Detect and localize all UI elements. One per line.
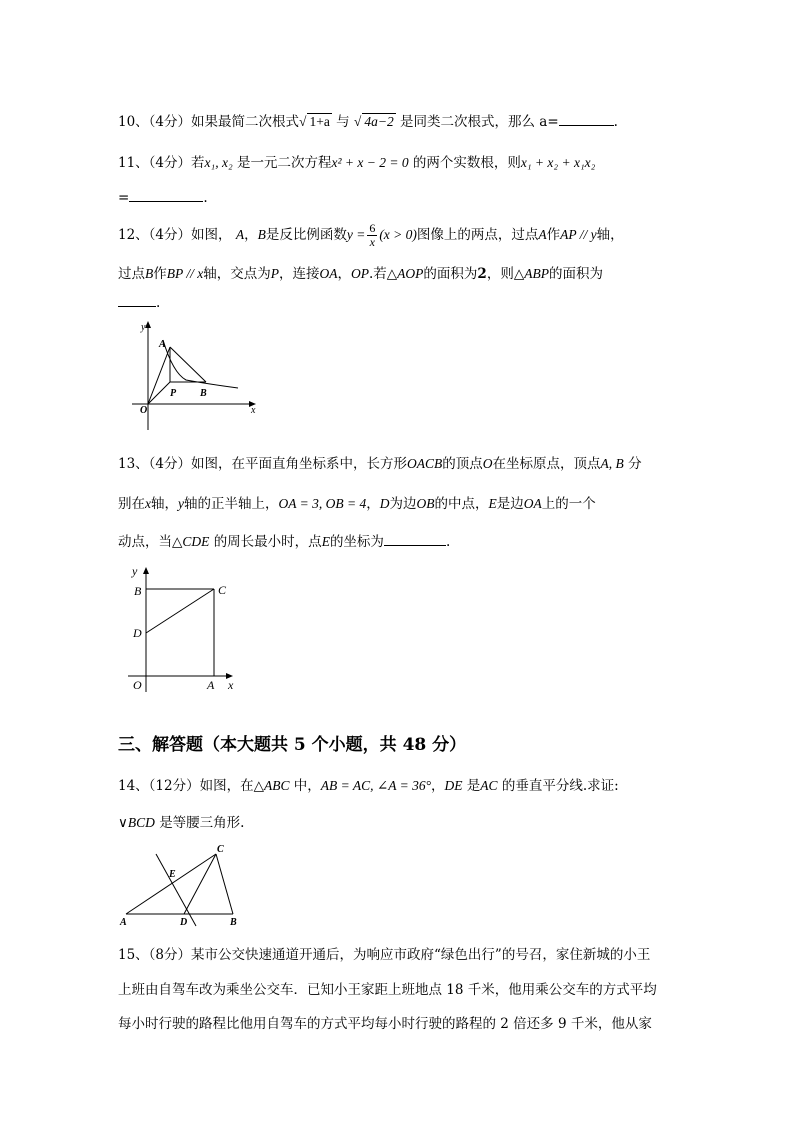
- question-13: 13、（4分）如图，在平面直角坐标系中，长方形OACB的顶点O在坐标原点，顶点A, B 分: [118, 456, 642, 472]
- q13-label-O: O: [133, 678, 142, 692]
- section-3-heading: 三、解答题（本大题共 5 个小题，共 48 分）: [118, 735, 467, 755]
- q14-number: 14、（12分）: [118, 778, 200, 794]
- question-15-line-2: 上班由自驾车改为乘坐公交车．已知小王家距上班地点 18 千米，他用乘公交车的方式平均: [118, 982, 657, 998]
- question-13-line-3: 动点，当△CDE 的周长最小时，点E的坐标为 .: [118, 534, 451, 550]
- q10-number: 10、（4分）: [118, 114, 192, 130]
- figure-q13: [118, 562, 243, 697]
- figure-q14: [118, 840, 248, 930]
- question-12-answer-line: .: [118, 294, 160, 311]
- q12-number: 12、（4分）: [118, 227, 192, 243]
- answer-blank-10[interactable]: [559, 113, 614, 126]
- q14-label-A: A: [120, 917, 127, 928]
- q11-number: 11、（4分）: [118, 155, 192, 171]
- fraction-6-over-x: $\frac{6}{x}$: [369, 221, 376, 249]
- q13-label-y: y: [132, 564, 138, 578]
- question-11-answer-line: = .: [118, 190, 208, 206]
- q12-label-y: y: [141, 322, 146, 333]
- root-expression: x₁ + x₂ + x₁x₂: [520, 155, 596, 170]
- q12-label-A: A: [159, 339, 166, 350]
- question-14-line-2: ∨BCD 是等腰三角形.: [118, 815, 245, 831]
- q12-label-B: B: [200, 388, 207, 399]
- q14-label-C: C: [217, 844, 224, 855]
- answer-blank-12[interactable]: [118, 294, 156, 307]
- q12-label-O: O: [140, 405, 148, 416]
- q13-label-A: A: [207, 678, 215, 692]
- question-14: 14、（12分）如图，在△ABC 中，AB = AC, ∠A = 36°，DE 是AC 的垂直平分线.求证:: [118, 778, 619, 794]
- question-15-line-3: 每小时行驶的路程比他用自驾车的方式平均每小时行驶的路程的 2 倍还多 9 千米，他从家: [118, 1016, 652, 1032]
- radical-1: 1+a: [309, 114, 330, 129]
- q13-label-C: C: [218, 583, 227, 597]
- radical-2: 4a−2: [364, 114, 394, 129]
- q14-label-B: B: [230, 917, 237, 928]
- q12-label-P: P: [170, 388, 177, 399]
- answer-blank-13[interactable]: [384, 533, 446, 546]
- q14-label-E: E: [169, 869, 176, 880]
- q12-label-x: x: [251, 405, 256, 416]
- question-11: 11、（4分）若x₁, x₂ 是一元二次方程x² + x − 2 = 0 的两个实数根，则x₁ + x₂ + x₁x₂: [118, 155, 596, 171]
- quadratic-equation: x² + x − 2 = 0: [331, 155, 409, 170]
- figure-q12: [118, 318, 263, 433]
- question-13-line-2: 别在x轴，y轴的正半轴上，OA = 3, OB = 4，D为边OB的中点，E是边OA上的一个: [118, 496, 596, 512]
- answer-blank-11[interactable]: [129, 189, 203, 202]
- q13-number: 13、（4分）: [118, 456, 192, 472]
- q13-label-D: D: [133, 626, 142, 640]
- question-12-line-2: 过点B作BP // x轴，交点为P，连接OA，OP.若△AOP的面积为2，则△ABP的面积为: [118, 266, 603, 282]
- q13-label-B: B: [134, 584, 142, 598]
- question-12: 12、（4分）如图， A，B是反比例函数y = $\frac{6}{x}$ (x > 0)图像上的两点，过点A作AP // y轴，: [118, 221, 624, 249]
- question-10: 10、（4分）如果最简二次根式√ 1+a 与 √ 4a−2 是同类二次根式，那么 a= .: [118, 114, 618, 130]
- q14-label-D: D: [180, 917, 188, 928]
- question-15-line-1: 15、（8分）某市公交快速通道开通后，为响应市政府“绿色出行”的号召，家住新城的小王: [118, 947, 651, 963]
- q13-label-x: x: [228, 678, 234, 692]
